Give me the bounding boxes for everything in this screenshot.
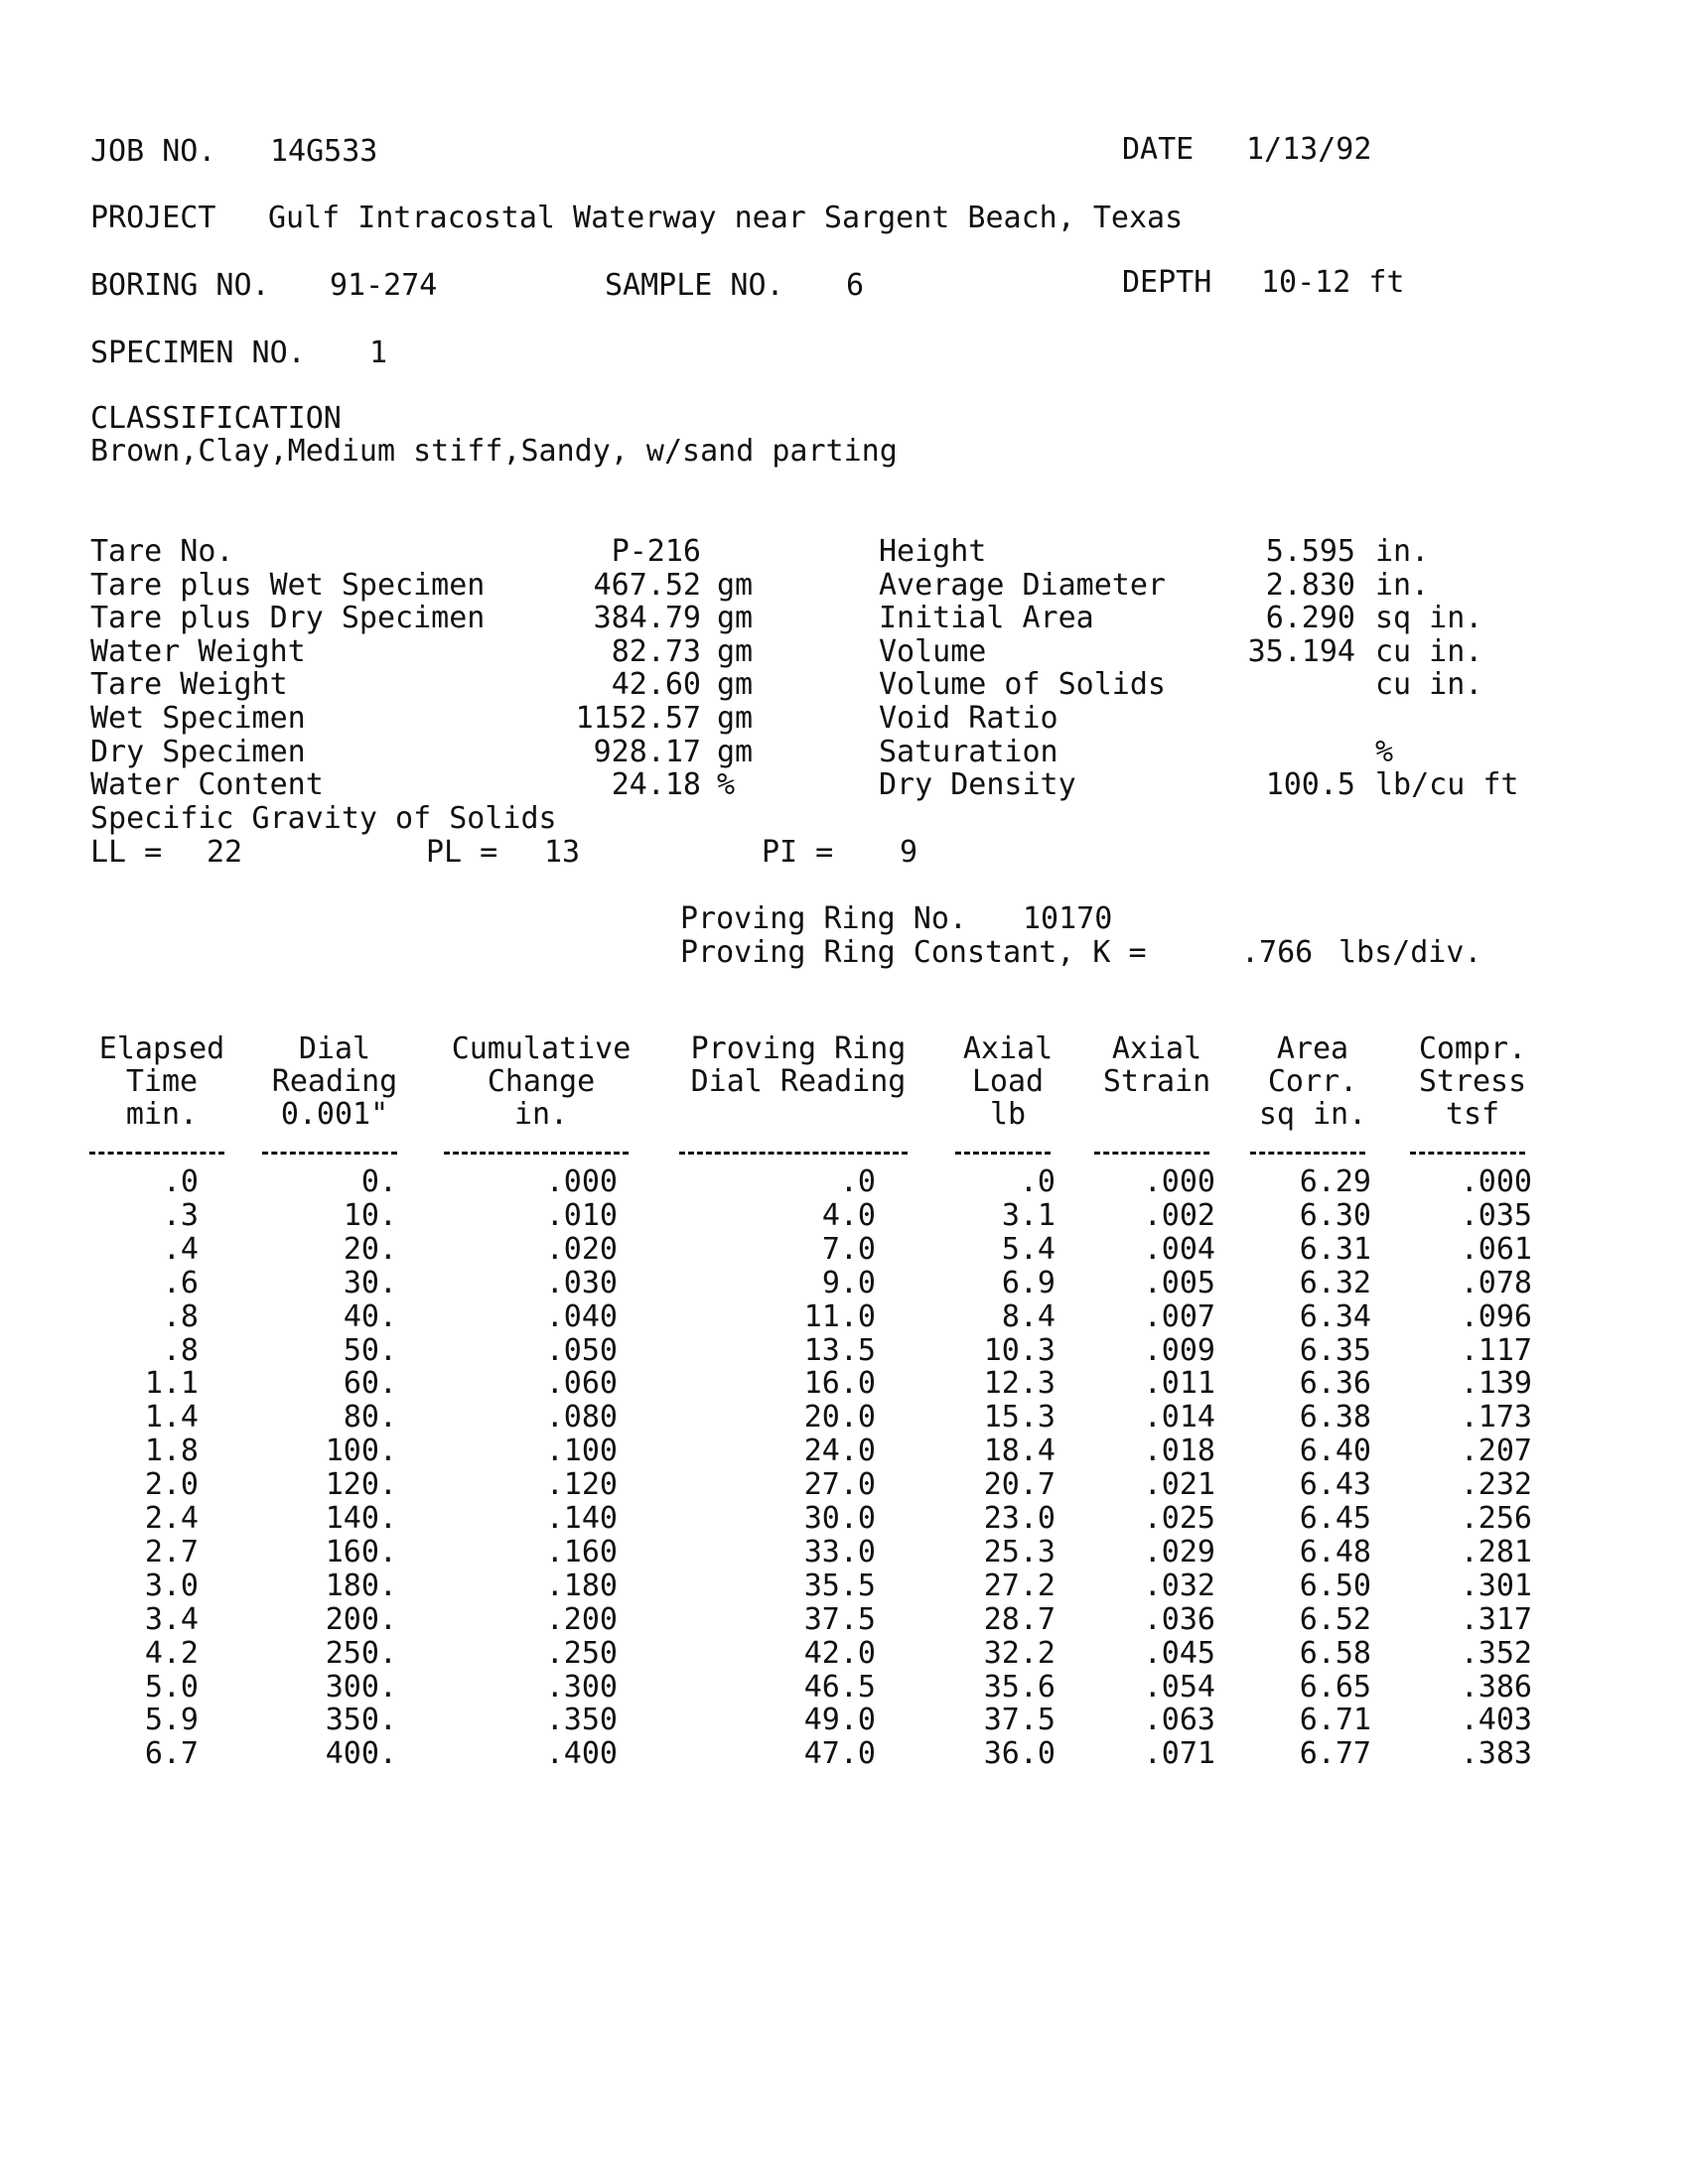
table-cell: .061 [1460, 1232, 1532, 1267]
pl-label: PL = [426, 835, 498, 870]
column-header: tsf [1445, 1097, 1500, 1132]
table-cell: 4.0 [821, 1198, 876, 1233]
table-cell: .014 [1143, 1400, 1215, 1434]
table-cell: .301 [1460, 1569, 1532, 1603]
column-header: Corr. [1267, 1064, 1358, 1099]
property-value: P-216 [611, 534, 701, 569]
table-cell: 1.4 [144, 1400, 199, 1434]
column-header: Axial [1111, 1031, 1202, 1066]
sample-label: SAMPLE NO. [605, 268, 784, 303]
table-cell: .173 [1460, 1400, 1532, 1434]
table-cell: 3.0 [144, 1569, 199, 1603]
property-label: Height [879, 534, 987, 569]
property-unit: gm [717, 667, 754, 702]
table-cell: 20.0 [803, 1400, 876, 1434]
table-cell: .250 [545, 1636, 618, 1671]
table-cell: 37.5 [983, 1703, 1056, 1737]
table-cell: 24.0 [803, 1433, 876, 1468]
table-cell: .317 [1460, 1602, 1532, 1637]
table-cell: 40. [343, 1299, 397, 1334]
table-cell: 30.0 [803, 1501, 876, 1536]
table-cell: 5.4 [1001, 1232, 1056, 1267]
table-cell: .021 [1143, 1467, 1215, 1502]
table-cell: 300. [325, 1670, 397, 1705]
property-label: Average Diameter [879, 568, 1166, 603]
table-cell: 6.40 [1299, 1433, 1371, 1468]
column-header: Stress [1418, 1064, 1527, 1099]
proving-ring-constant-unit: lbs/div. [1339, 935, 1482, 970]
table-cell: 180. [325, 1569, 397, 1603]
table-cell: 6.36 [1299, 1366, 1371, 1401]
column-header: Dial Reading [690, 1064, 907, 1099]
property-unit: gm [717, 601, 754, 635]
classification-label: CLASSIFICATION [90, 401, 342, 436]
table-cell: 47.0 [803, 1736, 876, 1771]
table-cell: .386 [1460, 1670, 1532, 1705]
column-header: Area [1276, 1031, 1349, 1066]
property-unit: % [1375, 735, 1394, 769]
table-cell: 80. [343, 1400, 397, 1434]
table-cell: 35.6 [983, 1670, 1056, 1705]
table-cell: .100 [545, 1433, 618, 1468]
column-header: Reading [271, 1064, 398, 1099]
table-cell: .140 [545, 1501, 618, 1536]
proving-ring-constant-label: Proving Ring Constant, K = [680, 935, 1147, 970]
table-cell: 3.1 [1001, 1198, 1056, 1233]
table-cell: .350 [545, 1703, 618, 1737]
table-cell: .6 [162, 1266, 199, 1300]
table-cell: .207 [1460, 1433, 1532, 1468]
property-label: Tare Weight [90, 667, 288, 702]
table-cell: .030 [545, 1266, 618, 1300]
column-header: Elapsed [98, 1031, 225, 1066]
table-cell: .020 [545, 1232, 618, 1267]
table-cell: .383 [1460, 1736, 1532, 1771]
table-cell: .0 [839, 1164, 876, 1199]
table-cell: 20. [343, 1232, 397, 1267]
property-label: Dry Density [879, 767, 1076, 802]
header-underline [1094, 1152, 1209, 1155]
property-value: 42.60 [611, 667, 701, 702]
table-cell: 2.7 [144, 1535, 199, 1570]
property-unit: gm [717, 568, 754, 603]
table-cell: .025 [1143, 1501, 1215, 1536]
table-cell: .200 [545, 1602, 618, 1637]
table-cell: 100. [325, 1433, 397, 1468]
table-cell: 5.9 [144, 1703, 199, 1737]
property-value: 6.290 [1265, 601, 1355, 635]
table-cell: 35.5 [803, 1569, 876, 1603]
pi-label: PI = [762, 835, 834, 870]
property-label: Water Weight [90, 634, 306, 669]
depth-label: DEPTH [1122, 265, 1212, 300]
date-label: DATE [1122, 132, 1195, 167]
property-label: Water Content [90, 767, 324, 802]
ll-label: LL = [90, 835, 163, 870]
table-cell: 6.50 [1299, 1569, 1371, 1603]
table-cell: 6.34 [1299, 1299, 1371, 1334]
header-underline [679, 1152, 908, 1155]
table-cell: 6.58 [1299, 1636, 1371, 1671]
table-cell: 6.32 [1299, 1266, 1371, 1300]
table-cell: 6.52 [1299, 1602, 1371, 1637]
table-cell: 37.5 [803, 1602, 876, 1637]
table-cell: .032 [1143, 1569, 1215, 1603]
table-cell: 25.3 [983, 1535, 1056, 1570]
table-cell: 36.0 [983, 1736, 1056, 1771]
column-header: Time [125, 1064, 199, 1099]
table-cell: 50. [343, 1333, 397, 1368]
column-header: Compr. [1418, 1031, 1527, 1066]
property-label: Wet Specimen [90, 701, 306, 736]
header-underline [1250, 1152, 1365, 1155]
table-cell: .063 [1143, 1703, 1215, 1737]
table-cell: 3.4 [144, 1602, 199, 1637]
table-cell: 33.0 [803, 1535, 876, 1570]
table-cell: .000 [545, 1164, 618, 1199]
table-cell: .071 [1143, 1736, 1215, 1771]
project-label: PROJECT [90, 201, 216, 235]
table-cell: .018 [1143, 1433, 1215, 1468]
table-cell: 6.29 [1299, 1164, 1371, 1199]
column-header: Change [487, 1064, 596, 1099]
property-value: 35.194 [1247, 634, 1355, 669]
table-cell: 6.71 [1299, 1703, 1371, 1737]
table-cell: .029 [1143, 1535, 1215, 1570]
table-cell: 28.7 [983, 1602, 1056, 1637]
table-cell: 6.65 [1299, 1670, 1371, 1705]
table-cell: .010 [545, 1198, 618, 1233]
table-cell: .139 [1460, 1366, 1532, 1401]
table-cell: 27.0 [803, 1467, 876, 1502]
column-header: min. [125, 1097, 199, 1132]
table-cell: .011 [1143, 1366, 1215, 1401]
table-cell: 1.8 [144, 1433, 199, 1468]
table-cell: .080 [545, 1400, 618, 1434]
property-label: Volume [879, 634, 987, 669]
table-cell: 20.7 [983, 1467, 1056, 1502]
property-value: 100.5 [1265, 767, 1355, 802]
table-cell: 1.1 [144, 1366, 199, 1401]
property-unit: cu in. [1375, 667, 1483, 702]
table-cell: .8 [162, 1333, 199, 1368]
classification-text: Brown,Clay,Medium stiff,Sandy, w/sand parting [90, 434, 898, 469]
property-unit: gm [717, 735, 754, 769]
table-cell: 6.77 [1299, 1736, 1371, 1771]
table-cell: 6.30 [1299, 1198, 1371, 1233]
header-underline [262, 1152, 397, 1155]
boring-number: 91-274 [330, 268, 438, 303]
pi-value: 9 [900, 835, 918, 870]
table-cell: .000 [1460, 1164, 1532, 1199]
table-cell: 2.4 [144, 1501, 199, 1536]
header-underline [89, 1152, 224, 1155]
property-unit: in. [1375, 568, 1430, 603]
table-cell: .8 [162, 1299, 199, 1334]
date-value: 1/13/92 [1246, 132, 1372, 167]
proving-ring-number: 10170 [1023, 901, 1113, 936]
table-cell: 5.0 [144, 1670, 199, 1705]
table-cell: 10.3 [983, 1333, 1056, 1368]
property-unit: sq in. [1375, 601, 1483, 635]
table-cell: .403 [1460, 1703, 1532, 1737]
table-cell: 18.4 [983, 1433, 1056, 1468]
depth-value: 10-12 ft [1261, 265, 1405, 300]
property-label: Tare plus Wet Specimen [90, 568, 486, 603]
table-cell: 13.5 [803, 1333, 876, 1368]
property-value: 384.79 [593, 601, 701, 635]
property-label: Tare No. [90, 534, 234, 569]
property-label: Saturation [879, 735, 1058, 769]
header-underline [444, 1152, 629, 1155]
property-value: 467.52 [593, 568, 701, 603]
table-cell: .0 [162, 1164, 199, 1199]
property-value: 928.17 [593, 735, 701, 769]
property-label: Void Ratio [879, 701, 1058, 736]
property-unit: % [717, 767, 736, 802]
table-cell: 7.0 [821, 1232, 876, 1267]
property-label: Dry Specimen [90, 735, 306, 769]
table-cell: 350. [325, 1703, 397, 1737]
table-cell: .002 [1143, 1198, 1215, 1233]
table-cell: 15.3 [983, 1400, 1056, 1434]
table-cell: .050 [545, 1333, 618, 1368]
pl-value: 13 [544, 835, 581, 870]
table-cell: .054 [1143, 1670, 1215, 1705]
sample-number: 6 [846, 268, 865, 303]
table-cell: 0. [360, 1164, 397, 1199]
property-unit: gm [717, 701, 754, 736]
table-cell: .160 [545, 1535, 618, 1570]
table-cell: .0 [1019, 1164, 1056, 1199]
table-cell: .007 [1143, 1299, 1215, 1334]
table-cell: 42.0 [803, 1636, 876, 1671]
property-unit: gm [717, 634, 754, 669]
table-cell: .300 [545, 1670, 618, 1705]
table-cell: .400 [545, 1736, 618, 1771]
specific-gravity-label: Specific Gravity of Solids [90, 801, 557, 836]
column-header: lb [989, 1097, 1027, 1132]
table-cell: .005 [1143, 1266, 1215, 1300]
property-label: Initial Area [879, 601, 1094, 635]
table-cell: 6.7 [144, 1736, 199, 1771]
property-label: Volume of Solids [879, 667, 1166, 702]
property-value: 1152.57 [575, 701, 701, 736]
table-cell: .000 [1143, 1164, 1215, 1199]
column-header: Load [971, 1064, 1045, 1099]
table-cell: .035 [1460, 1198, 1532, 1233]
table-cell: 9.0 [821, 1266, 876, 1300]
table-cell: 4.2 [144, 1636, 199, 1671]
header-underline [1410, 1152, 1525, 1155]
table-cell: .232 [1460, 1467, 1532, 1502]
table-cell: .060 [545, 1366, 618, 1401]
table-cell: .4 [162, 1232, 199, 1267]
table-cell: 400. [325, 1736, 397, 1771]
job-number: 14G533 [270, 134, 378, 169]
table-cell: 49.0 [803, 1703, 876, 1737]
table-cell: 6.43 [1299, 1467, 1371, 1502]
table-cell: .040 [545, 1299, 618, 1334]
proving-ring-constant: .766 [1241, 935, 1314, 970]
table-cell: .3 [162, 1198, 199, 1233]
property-value: 5.595 [1265, 534, 1355, 569]
table-cell: 6.48 [1299, 1535, 1371, 1570]
property-value: 24.18 [611, 767, 701, 802]
table-cell: 6.45 [1299, 1501, 1371, 1536]
column-header: Cumulative [451, 1031, 632, 1066]
column-header: in. [513, 1097, 569, 1132]
job-label: JOB NO. [90, 134, 216, 169]
specimen-label: SPECIMEN NO. [90, 336, 306, 370]
table-cell: 60. [343, 1366, 397, 1401]
table-cell: 16.0 [803, 1366, 876, 1401]
table-cell: 23.0 [983, 1501, 1056, 1536]
table-cell: 250. [325, 1636, 397, 1671]
table-cell: 120. [325, 1467, 397, 1502]
table-cell: 12.3 [983, 1366, 1056, 1401]
table-cell: 27.2 [983, 1569, 1056, 1603]
proving-ring-number-label: Proving Ring No. [680, 901, 967, 936]
property-value: 82.73 [611, 634, 701, 669]
table-cell: 6.35 [1299, 1333, 1371, 1368]
specimen-number: 1 [369, 336, 388, 370]
table-cell: .096 [1460, 1299, 1532, 1334]
table-cell: .036 [1143, 1602, 1215, 1637]
property-unit: cu in. [1375, 634, 1483, 669]
table-cell: 46.5 [803, 1670, 876, 1705]
table-cell: 6.38 [1299, 1400, 1371, 1434]
table-cell: 32.2 [983, 1636, 1056, 1671]
table-cell: 2.0 [144, 1467, 199, 1502]
table-cell: 10. [343, 1198, 397, 1233]
project-name: Gulf Intracostal Waterway near Sargent Beach, Texas [268, 201, 1184, 235]
table-cell: .120 [545, 1467, 618, 1502]
table-cell: 30. [343, 1266, 397, 1300]
column-header: Axial [962, 1031, 1054, 1066]
table-cell: .078 [1460, 1266, 1532, 1300]
table-cell: 8.4 [1001, 1299, 1056, 1334]
table-cell: 11.0 [803, 1299, 876, 1334]
property-label: Tare plus Dry Specimen [90, 601, 486, 635]
column-header: Proving Ring [690, 1031, 907, 1066]
table-cell: 6.9 [1001, 1266, 1056, 1300]
property-unit: in. [1375, 534, 1430, 569]
property-unit: lb/cu ft [1375, 767, 1519, 802]
property-value: 2.830 [1265, 568, 1355, 603]
column-header: Dial [298, 1031, 371, 1066]
table-cell: .352 [1460, 1636, 1532, 1671]
column-header: 0.001" [280, 1097, 389, 1132]
table-cell: .045 [1143, 1636, 1215, 1671]
column-header: sq in. [1258, 1097, 1367, 1132]
table-cell: 200. [325, 1602, 397, 1637]
table-cell: .009 [1143, 1333, 1215, 1368]
table-cell: 6.31 [1299, 1232, 1371, 1267]
boring-label: BORING NO. [90, 268, 270, 303]
table-cell: 160. [325, 1535, 397, 1570]
table-cell: .004 [1143, 1232, 1215, 1267]
table-cell: .256 [1460, 1501, 1532, 1536]
table-cell: .281 [1460, 1535, 1532, 1570]
header-underline [955, 1152, 1051, 1155]
table-cell: .180 [545, 1569, 618, 1603]
column-header: Strain [1102, 1064, 1211, 1099]
table-cell: 140. [325, 1501, 397, 1536]
table-cell: .117 [1460, 1333, 1532, 1368]
ll-value: 22 [207, 835, 243, 870]
